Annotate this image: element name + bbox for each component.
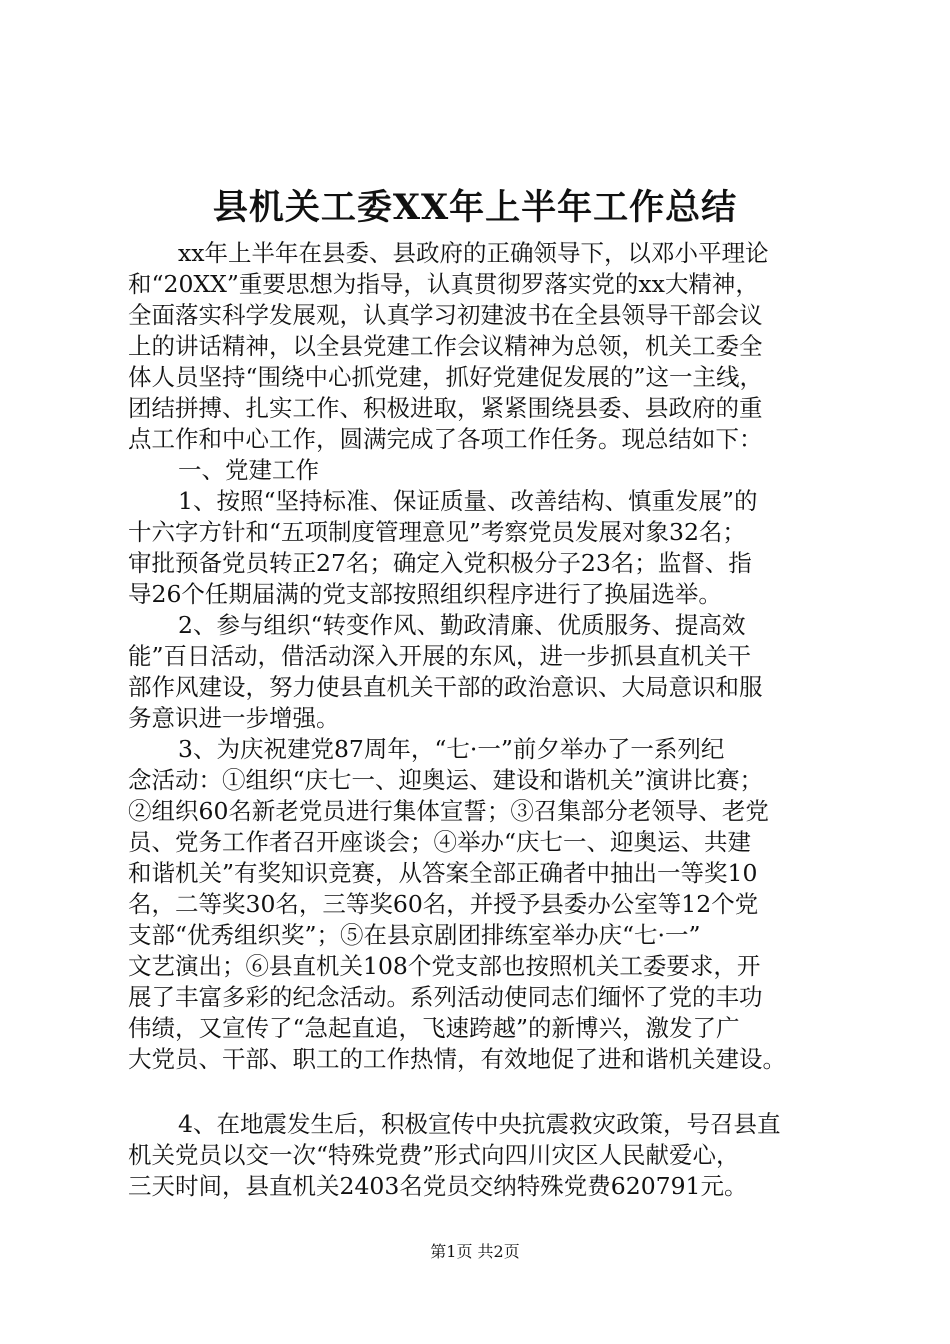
paragraph-line: 务意识进一步增强。 bbox=[128, 704, 340, 732]
paragraph-line: 全面落实科学发展观，认真学习初建波书在全县领导干部会议 bbox=[128, 301, 763, 329]
paragraph-line: 员、党务工作者召开座谈会；④举办“庆七一、迎奥运、共建 bbox=[128, 828, 752, 856]
paragraph-line: ②组织60名新老党员进行集体宣誓；③召集部分老领导、老党 bbox=[128, 797, 769, 825]
paragraph-line: 机关党员以交一次“特殊党费”形式向四川灾区人民献爱心， bbox=[128, 1141, 740, 1169]
paragraph-line: 大党员、干部、职工的工作热情，有效地促了进和谐机关建设。 bbox=[128, 1045, 786, 1073]
paragraph-line: 部作风建设，努力使县直机关干部的政治意识、大局意识和服 bbox=[128, 673, 763, 701]
paragraph-line: 伟绩，又宣传了“急起直追，飞速跨越”的新博兴，激发了广 bbox=[128, 1014, 740, 1042]
paragraph-line: 支部“优秀组织奖”；⑤在县京剧团排练室举办庆“七·一” bbox=[128, 921, 701, 949]
paragraph-line: 3、为庆祝建党87周年，“七·一”前夕举办了一系列纪 bbox=[178, 735, 725, 763]
paragraph-line: 体人员坚持“围绕中心抓党建，抓好党建促发展的”这一主线， bbox=[128, 363, 764, 391]
paragraph-line: 4、在地震发生后，积极宣传中央抗震救灾政策，号召县直 bbox=[178, 1110, 781, 1138]
paragraph-line: 念活动：①组织“庆七一、迎奥运、建设和谐机关”演讲比赛； bbox=[128, 766, 764, 794]
paragraph-line: xx年上半年在县委、县政府的正确领导下，以邓小平理论 bbox=[178, 239, 769, 267]
paragraph-line: 上的讲话精神，以全县党建工作会议精神为总领，机关工委全 bbox=[128, 332, 763, 360]
page-number-footer: 第1页 共2页 bbox=[430, 1242, 520, 1261]
paragraph-line: 导26个任期届满的党支部按照组织程序进行了换届选举。 bbox=[128, 580, 722, 608]
paragraph-line: 三天时间，县直机关2403名党员交纳特殊党费620791元。 bbox=[128, 1172, 748, 1200]
paragraph-line: 团结拼搏、扎实工作、积极进取，紧紧围绕县委、县政府的重 bbox=[128, 394, 763, 422]
paragraph-line: 点工作和中心工作，圆满完成了各项工作任务。现总结如下： bbox=[128, 425, 763, 453]
paragraph-line: 能”百日活动，借活动深入开展的东风，进一步抓县直机关干 bbox=[128, 642, 752, 670]
section-heading: 一、党建工作 bbox=[178, 456, 319, 484]
document-body bbox=[128, 238, 848, 1202]
paragraph-line: 名，二等奖30名，三等奖60名，并授予县委办公室等12个党 bbox=[128, 890, 759, 918]
paragraph-line: 文艺演出；⑥县直机关108个党支部也按照机关工委要求，开 bbox=[128, 952, 761, 980]
document-title: 县机关工委XX年上半年工作总结 bbox=[212, 187, 738, 228]
paragraph-line: 1、按照“坚持标准、保证质量、改善结构、慎重发展”的 bbox=[178, 487, 758, 515]
paragraph-line: 2、参与组织“转变作风、勤政清廉、优质服务、提高效 bbox=[178, 611, 746, 639]
paragraph-line: 审批预备党员转正27名；确定入党积极分子23名；监督、指 bbox=[128, 549, 752, 577]
paragraph-line: 展了丰富多彩的纪念活动。系列活动使同志们缅怀了党的丰功 bbox=[128, 983, 763, 1011]
paragraph-line: 和“20XX”重要思想为指导，认真贯彻罗落实党的xx大精神， bbox=[128, 270, 759, 298]
paragraph-spacer bbox=[128, 1075, 848, 1109]
paragraph-line: 十六字方针和“五项制度管理意见”考察党员发展对象32名； bbox=[128, 518, 746, 546]
paragraph-line: 和谐机关”有奖知识竞赛，从答案全部正确者中抽出一等奖10 bbox=[128, 859, 758, 887]
